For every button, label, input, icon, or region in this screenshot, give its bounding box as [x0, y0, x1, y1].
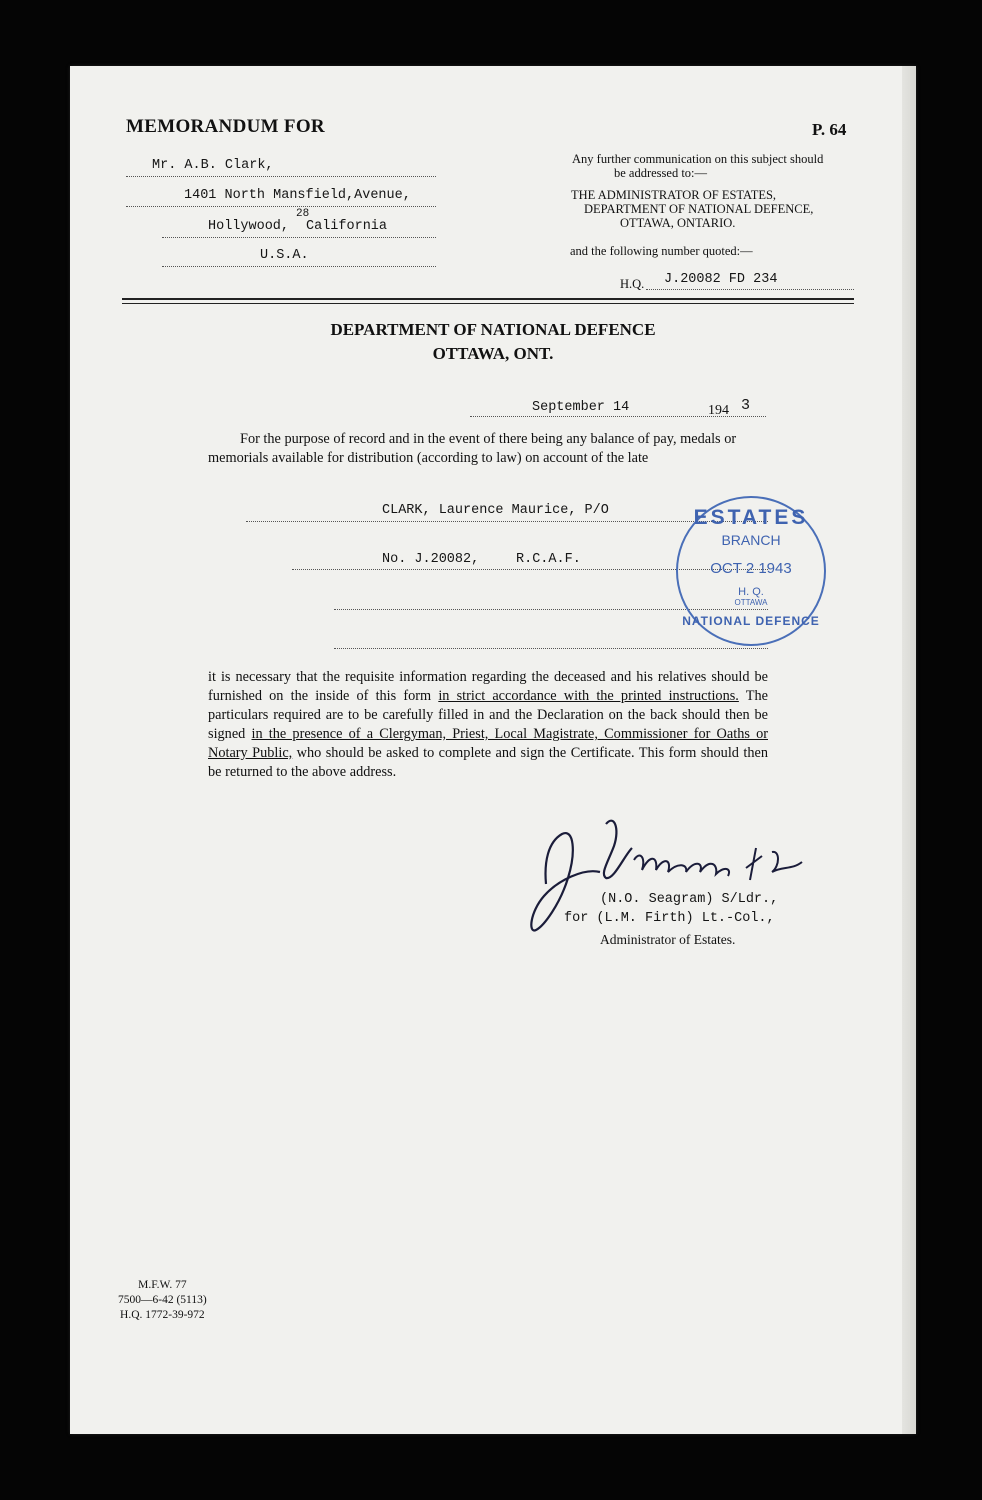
main-paragraph	[208, 668, 768, 782]
recipient-line-3b: California	[306, 219, 388, 234]
stamp-date: OCT 2 1943	[710, 560, 792, 577]
paragraph-part-2: The particulars required are to be carefully filled in and the Declaration on the back should then be signed	[208, 688, 768, 742]
recipient-line-3: Hollywood,	[208, 219, 290, 234]
form-codes	[118, 1278, 207, 1323]
stamp-hq: H. Q.	[738, 586, 764, 598]
signatory-for: for (L.M. Firth) Lt.-Col.,	[564, 911, 775, 926]
paragraph-part-1: it is necessary that the requisite information regarding the deceased and his relatives should be furnished on the inside of this form	[208, 669, 768, 704]
witness-clause: in the presence of a Clergyman, Priest, Local Magistrate, Commissioner for Oaths or Notary Public,	[208, 726, 768, 761]
estates-branch-stamp	[676, 496, 826, 646]
form-code-3: H.Q. 1772-39-972	[120, 1309, 205, 1321]
department-city: OTTAWA, ONT.	[432, 344, 554, 363]
date-year-prefix: 194	[708, 403, 729, 418]
memorandum-page	[70, 66, 916, 1434]
addressee-line-2: DEPARTMENT OF NATIONAL DEFENCE,	[584, 202, 814, 216]
hq-label: H.Q.	[620, 277, 645, 291]
paper-edge	[902, 66, 916, 1434]
paragraph-part-3: who should be asked to complete and sign the Certificate. This form should then be returned to the above address.	[208, 745, 768, 780]
signatory-title: Administrator of Estates.	[600, 932, 736, 947]
recipient-annotation: 28	[296, 208, 310, 220]
dotted-line	[334, 648, 768, 649]
date-year-digit: 3	[741, 397, 751, 414]
memorandum-label: MEMORANDUM FOR	[126, 116, 325, 137]
addressee-line-1: THE ADMINISTRATOR OF ESTATES,	[571, 188, 777, 202]
form-code-2: 7500—6-42 (5113)	[118, 1294, 207, 1306]
deceased-number: No. J.20082,	[382, 552, 480, 567]
dotted-line	[162, 237, 436, 238]
stamp-top-text: ESTATES	[693, 506, 809, 529]
double-rule-top	[122, 298, 854, 300]
deceased-name: CLARK, Laurence Maurice, P/O	[382, 503, 609, 518]
addressee-line-3: OTTAWA, ONTARIO.	[620, 216, 736, 230]
dotted-line	[126, 206, 436, 207]
number-quoted-note: and the following number quoted:—	[570, 244, 753, 258]
further-communication-note-2: be addressed to:—	[614, 166, 708, 180]
dotted-line	[646, 289, 854, 290]
deceased-unit: R.C.A.F.	[516, 552, 581, 567]
dotted-line	[470, 416, 766, 417]
recipient-line-2: 1401 North Mansfield,Avenue,	[184, 188, 411, 203]
signatory-name: (N.O. Seagram) S/Ldr.,	[600, 892, 779, 907]
stamp-city: OTTAWA	[734, 598, 768, 607]
dotted-line	[126, 176, 436, 177]
department-title: DEPARTMENT OF NATIONAL DEFENCE	[330, 320, 656, 339]
printed-instructions-clause: in strict accordance with the printed instructions.	[438, 688, 739, 704]
hq-number: J.20082 FD 234	[664, 272, 778, 287]
recipient-line-4: U.S.A.	[260, 248, 309, 263]
recipient-line-1: Mr. A.B. Clark,	[152, 158, 274, 173]
stamp-middle-text: BRANCH	[721, 532, 781, 548]
intro-paragraph: For the purpose of record and in the event of there being any balance of pay, medals or memorials available for distribution (according to law) on account of the late	[208, 431, 737, 466]
further-communication-note: Any further communication on this subject should	[572, 152, 824, 166]
form-code-1: M.F.W. 77	[138, 1279, 187, 1291]
dotted-line	[162, 266, 436, 267]
date-month-day: September 14	[532, 400, 630, 415]
double-rule-bottom	[122, 303, 854, 304]
stamp-bottom-text: NATIONAL DEFENCE	[682, 614, 820, 628]
page-code: P. 64	[812, 120, 847, 139]
